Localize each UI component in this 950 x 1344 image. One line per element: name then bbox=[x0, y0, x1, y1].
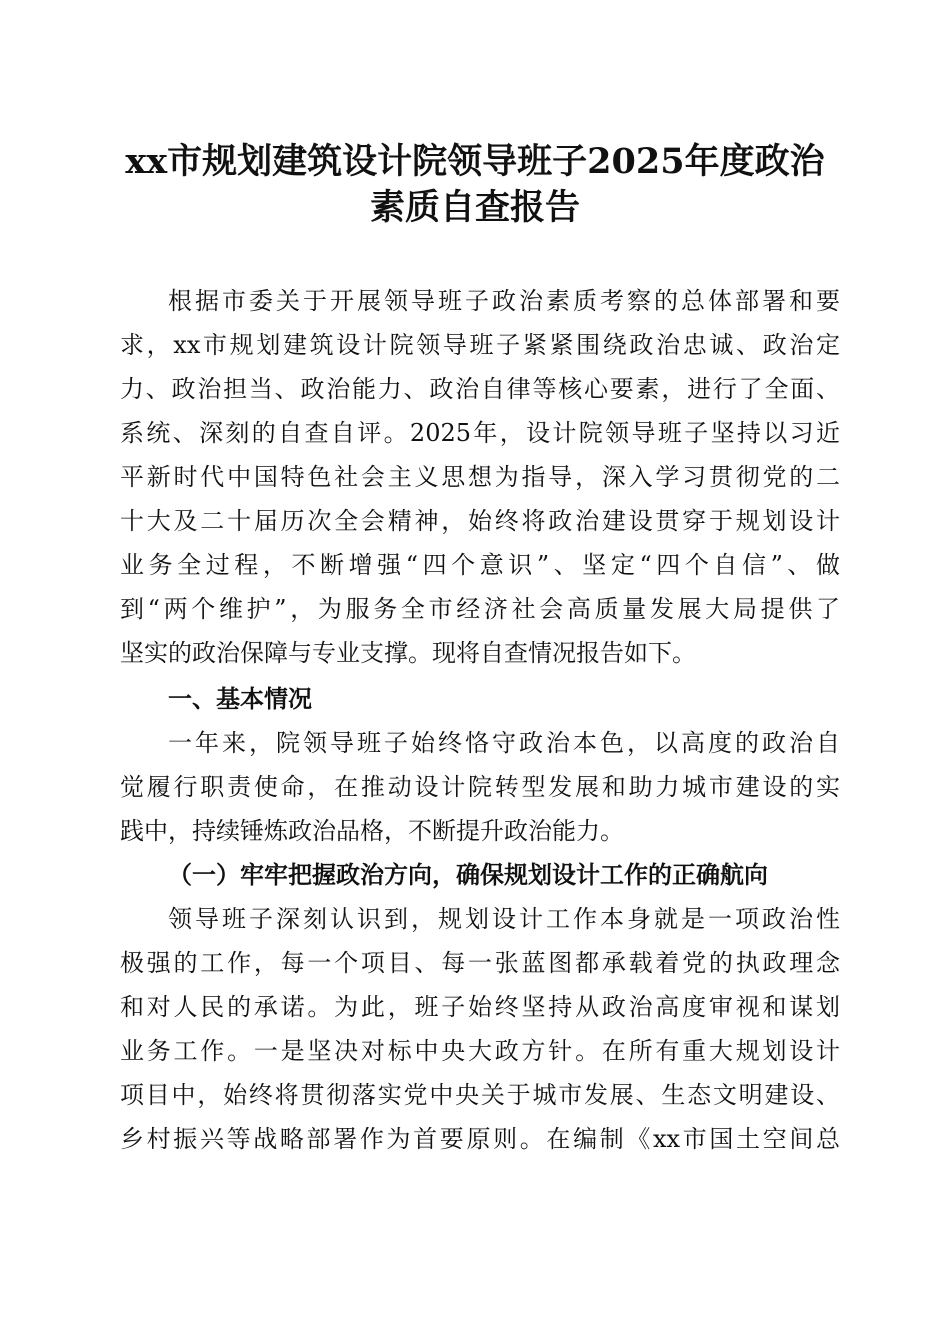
body-line: 业务全过程，不断增强“四个意识”、坚定“四个自信”、做 bbox=[120, 551, 840, 579]
body-line: 乡村振兴等战略部署作为首要原则。在编制《xx市国土空间总 bbox=[120, 1125, 840, 1153]
body-line: 践中，持续锤炼政治品格，不断提升政治能力。 bbox=[120, 817, 624, 845]
document-title-line-2: 素质自查报告 bbox=[369, 187, 580, 228]
body-line: 力、政治担当、政治能力、政治自律等核心要素，进行了全面、 bbox=[120, 375, 840, 403]
body-line: 根据市委关于开展领导班子政治素质考察的总体部署和要 bbox=[168, 287, 840, 315]
body-line: 求，xx市规划建筑设计院领导班子紧紧围绕政治忠诚、政治定 bbox=[120, 331, 840, 359]
document-title-line-1: xx市规划建筑设计院领导班子2025年度政治 bbox=[125, 141, 825, 182]
body-line: 和对人民的承诺。为此，班子始终坚持从政治高度审视和谋划 bbox=[120, 993, 840, 1021]
body-line: 平新时代中国特色社会主义思想为指导，深入学习贯彻党的二 bbox=[120, 463, 840, 491]
body-line: 十大及二十届历次全会精神，始终将政治建设贯穿于规划设计 bbox=[120, 507, 840, 535]
body-line: 觉履行职责使命，在推动设计院转型发展和助力城市建设的实 bbox=[120, 773, 840, 801]
body-line: 系统、深刻的自查自评。2025年，设计院领导班子坚持以习近 bbox=[120, 419, 840, 447]
body-line: 一年来，院领导班子始终恪守政治本色，以高度的政治自 bbox=[168, 729, 840, 757]
body-line: 业务工作。一是坚决对标中央大政方针。在所有重大规划设计 bbox=[120, 1037, 840, 1065]
body-line: 坚实的政治保障与专业支撑。现将自查情况报告如下。 bbox=[120, 639, 696, 667]
body-line: 到“两个维护”，为服务全市经济社会高质量发展大局提供了 bbox=[120, 595, 840, 623]
body-line: 极强的工作，每一个项目、每一张蓝图都承载着党的执政理念 bbox=[120, 949, 840, 977]
body-line: 项目中，始终将贯彻落实党中央关于城市发展、生态文明建设、 bbox=[120, 1081, 840, 1109]
body-line: 领导班子深刻认识到，规划设计工作本身就是一项政治性 bbox=[168, 905, 840, 933]
section-heading: 一、基本情况 bbox=[168, 685, 312, 713]
subsection-heading: （一）牢牢把握政治方向，确保规划设计工作的正确航向 bbox=[168, 860, 768, 889]
